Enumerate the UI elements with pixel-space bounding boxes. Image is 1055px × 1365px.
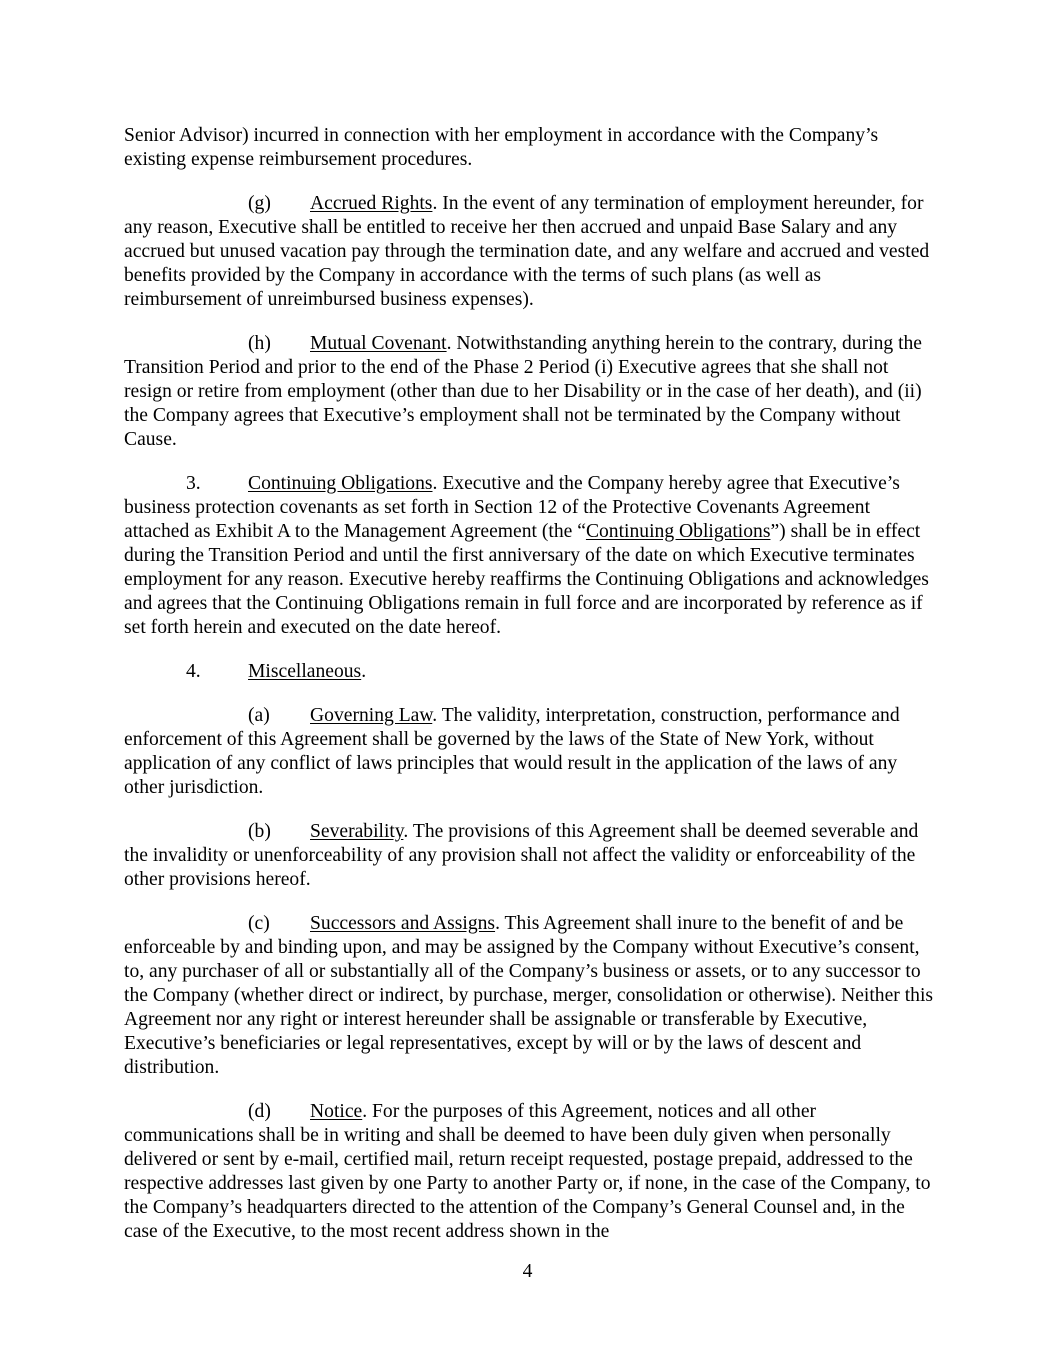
section-g-accrued-rights — [124, 192, 934, 312]
section-c-heading: Successors and Assigns — [310, 913, 496, 934]
section-a-governing-law — [124, 704, 934, 800]
section-h-mutual-covenant — [124, 332, 934, 452]
section-g-body: . In the event of any termination of employment hereunder, for any reason, Executive shall be entitled to receive her then accrued and unpaid Base Salary and any accrued but unused vacation pay through the termination date, and any welfare and accrued and vested benefits provided by the Company in accordance with the terms of such plans (as well as reimbursement of unreimbursed business expenses). — [124, 193, 930, 310]
section-b-number: (b) — [248, 821, 271, 842]
section-d-notice — [124, 1100, 934, 1244]
section-h-heading: Mutual Covenant — [310, 333, 447, 354]
section-h-number: (h) — [248, 333, 271, 354]
section-4-number: 4. — [186, 661, 201, 682]
section-b-body: . The provisions of this Agreement shall be deemed severable and the invalidity or unenforceability of any provision shall not affect the validity or enforceability of the other provisions hereof. — [124, 821, 919, 890]
section-4-body: . — [361, 661, 367, 682]
section-3-continuing-obligations — [124, 472, 934, 640]
section-b-severability — [124, 820, 934, 892]
section-3-heading: Continuing Obligations — [248, 473, 433, 494]
section-c-successors-and-assigns — [124, 912, 934, 1080]
section-3-body-a: . Executive and the Company hereby agree that Executive’s business protection covenants as set forth in Section 12 of the Protective Covenants Agreement attached as Exhibit A to the Management Agreement (the “ — [124, 473, 900, 542]
section-d-body: . For the purposes of this Agreement, notices and all other communications shall be in writing and shall be deemed to have been duly given when personally delivered or sent by e-mail, certified mail, return receipt requested, postage prepaid, addressed to the respective addresses last given by one Party to another Party or, if none, in the case of the Company, to the Company’s headquarters directed to the attention of the Company’s General Counsel and, in the case of the Executive, to the most recent address shown in the — [124, 1101, 931, 1242]
section-b-heading: Severability — [310, 821, 404, 842]
section-c-number: (c) — [248, 913, 270, 934]
section-h-body: . Notwithstanding anything herein to the contrary, during the Transition Period and prior to the end of the Phase 2 Period (i) Executive agrees that she shall not resign or retire from employment (other than due to her Disability or in the case of her death), and (ii) the Company agrees that Executive’s employment shall not be terminated by the Company without Cause. — [124, 333, 923, 450]
section-d-number: (d) — [248, 1101, 271, 1122]
section-3-defined-term: Continuing Obligations — [585, 521, 771, 542]
section-c-body: . This Agreement shall inure to the benefit of and be enforceable by and binding upon, and may be assigned by the Company without Executive’s consent, to, any purchaser of all or substantially all of the Company’s business or assets, or to any successor to the Company (whether direct or indirect, by purchase, merger, consolidation or otherwise). Neither this Agreement nor any right or interest hereunder shall be assignable or transferable by Executive, Executive’s beneficiaries or legal representatives, except by will or by the laws of descent and distribution. — [124, 913, 934, 1078]
section-a-number: (a) — [248, 705, 270, 726]
section-3-number: 3. — [186, 473, 201, 494]
section-4-heading: Miscellaneous — [248, 661, 362, 682]
section-4-miscellaneous — [124, 660, 934, 684]
section-a-body: . The validity, interpretation, construction, performance and enforcement of this Agreement shall be governed by the laws of the State of New York, without application of any conflict of laws principles that would result in the application of the laws of any other jurisdiction. — [124, 705, 900, 798]
section-g-number: (g) — [248, 193, 271, 214]
section-a-heading: Governing Law — [310, 705, 433, 726]
section-3-body-b: ”) shall be in effect during the Transition Period and until the first anniversary of the date on which Executive terminates employment for any reason. Executive hereby reaffirms the Continuing Obligations and acknowledges and agrees that the Continuing Obligations remain in full force and are incorporated by reference as if set forth herein and executed on the date hereof. — [124, 521, 929, 638]
section-d-heading: Notice — [310, 1101, 363, 1122]
intro-paragraph: Senior Advisor) incurred in connection with her employment in accordance with the Company’s existing expense reimbursement procedures. — [124, 125, 879, 170]
section-g-heading: Accrued Rights — [310, 193, 433, 214]
page-number: 4 — [522, 1261, 533, 1282]
document-page — [124, 124, 934, 1264]
